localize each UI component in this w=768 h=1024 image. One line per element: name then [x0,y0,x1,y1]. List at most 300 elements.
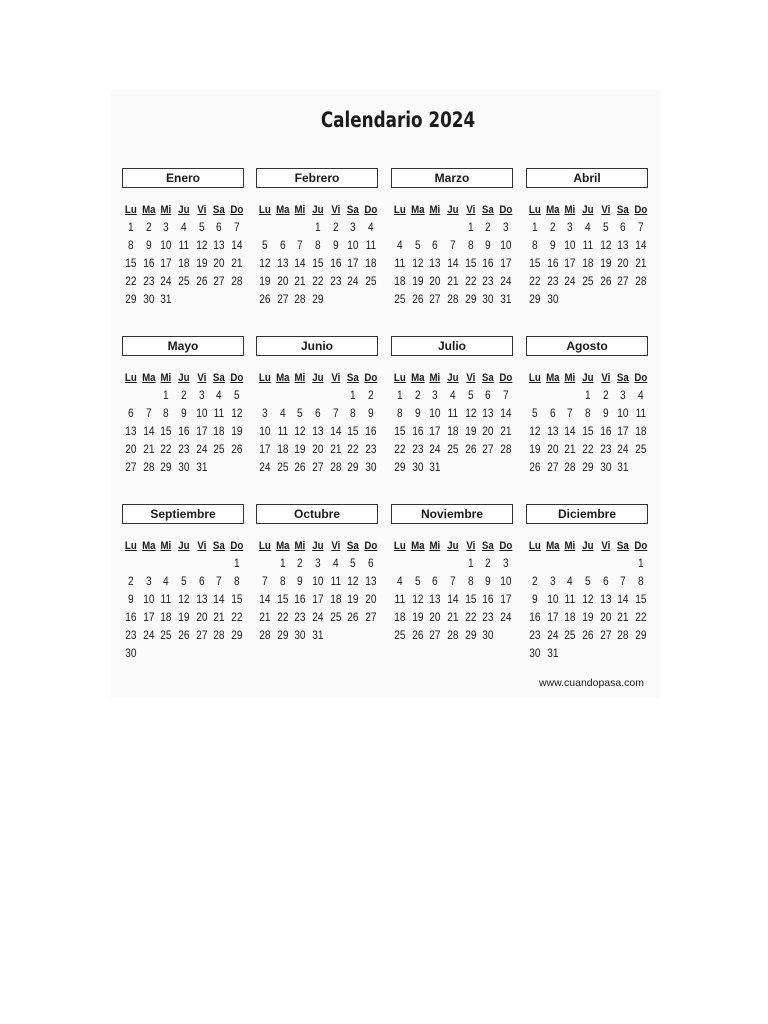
day-cell: 23 [411,444,424,456]
day-cell: 27 [546,462,559,474]
weekday-label: Mi [294,540,306,552]
weekday-label: Vi [331,372,341,384]
day-cell: 10 [195,408,208,420]
day-cell: 31 [195,462,208,474]
empty-cell [194,555,210,573]
day-cell: 19 [178,612,190,624]
day-cell: 16 [529,612,541,624]
day-cell: 28 [617,630,629,642]
day-cell: 8 [279,576,286,588]
day-cell: 19 [529,444,541,456]
week-row [256,387,380,405]
day-cell: 5 [297,408,304,420]
week-row [122,273,246,291]
day-cell: 29 [160,462,172,474]
empty-cell [427,555,443,573]
day-cell: 7 [638,222,644,234]
day-cell: 15 [464,258,477,270]
day-cell: 13 [429,258,441,270]
month-marzo [391,168,515,308]
day-cell: 4 [332,558,339,570]
week-row [391,555,515,573]
day-cell: 18 [635,426,647,438]
day-cell: 9 [532,594,538,606]
day-cell: 22 [582,444,594,456]
month-enero [122,168,246,308]
empty-cell [176,555,192,573]
empty-cell [310,387,326,405]
month-grid [122,369,246,477]
day-cell: 15 [394,426,406,438]
day-cell: 13 [312,426,324,438]
empty-cell [580,555,596,573]
month-header: Mayo [122,336,244,356]
day-cell: 23 [329,276,342,288]
day-cell: 18 [365,258,377,270]
week-row [391,423,515,441]
weekday-row [122,201,246,219]
week-row [526,627,650,645]
day-cell: 27 [312,462,324,474]
day-cell: 13 [125,426,137,438]
day-cell: 3 [315,558,321,570]
day-cell: 2 [414,390,421,402]
day-cell: 28 [447,294,459,306]
day-cell: 3 [503,222,509,234]
day-cell: 5 [234,390,240,402]
day-cell: 14 [329,426,342,438]
day-cell: 1 [279,558,286,570]
weekday-label: Do [230,204,244,216]
weekday-label: Lu [528,204,541,216]
empty-cell [562,387,578,405]
day-cell: 27 [429,294,441,306]
day-cell: 21 [617,612,629,624]
day-cell: 19 [411,612,424,624]
day-cell: 29 [529,294,541,306]
week-row [122,609,246,627]
week-row [391,573,515,591]
day-cell: 26 [259,294,271,306]
month-grid [391,201,515,309]
week-row [122,459,246,477]
day-cell: 20 [599,612,612,624]
month-junio [256,336,380,476]
month-mayo [122,336,246,476]
weekday-label: Ma [410,540,425,552]
day-cell: 15 [276,594,289,606]
day-cell: 23 [529,630,541,642]
day-cell: 12 [231,408,243,420]
day-cell: 24 [500,612,512,624]
day-cell: 8 [397,408,403,420]
day-cell: 24 [564,276,576,288]
day-cell: 12 [178,594,190,606]
day-cell: 9 [128,594,134,606]
day-cell: 21 [259,612,271,624]
day-cell: 19 [195,258,208,270]
day-cell: 27 [599,630,612,642]
month-grid [526,201,650,309]
week-row [391,609,515,627]
day-cell: 10 [500,576,512,588]
day-cell: 1 [532,222,538,234]
day-cell: 18 [329,594,342,606]
day-cell: 12 [582,594,594,606]
week-row [122,645,246,663]
month-diciembre [526,504,650,660]
week-row [256,441,380,459]
day-cell: 27 [276,294,289,306]
month-grid [256,369,380,477]
day-cell: 28 [142,462,155,474]
day-cell: 6 [198,576,205,588]
empty-cell [445,219,461,237]
weekday-label: Mi [294,204,306,216]
day-cell: 2 [532,576,538,588]
weekday-label: Mi [429,372,441,384]
day-cell: 8 [128,240,134,252]
day-cell: 22 [635,612,647,624]
day-cell: 18 [178,258,190,270]
day-cell: 7 [262,576,268,588]
day-cell: 6 [549,408,556,420]
weekday-label: Ju [582,204,594,216]
day-cell: 30 [294,630,306,642]
day-cell: 8 [163,408,170,420]
day-cell: 8 [532,240,538,252]
empty-cell [562,555,578,573]
day-cell: 30 [178,462,190,474]
week-row [526,423,650,441]
day-cell: 26 [529,462,541,474]
weekday-label: Ju [447,540,459,552]
day-cell: 26 [599,276,612,288]
day-cell: 12 [411,258,424,270]
weekday-label: Ma [410,372,425,384]
day-cell: 5 [414,576,421,588]
day-cell: 27 [125,462,137,474]
weekday-label: Ma [275,540,290,552]
week-row [256,627,380,645]
month-grid [122,537,246,663]
day-cell: 4 [585,222,591,234]
day-cell: 15 [582,426,594,438]
day-cell: 29 [231,630,243,642]
day-cell: 29 [125,294,137,306]
week-row [122,423,246,441]
day-cell: 6 [485,390,492,402]
day-cell: 8 [585,408,591,420]
day-cell: 21 [294,276,306,288]
week-row [391,291,515,309]
week-row [526,291,650,309]
day-cell: 16 [482,258,494,270]
week-row [526,555,650,573]
day-cell: 2 [549,222,556,234]
weekday-label: Sa [482,204,495,216]
day-cell: 5 [198,222,205,234]
day-cell: 5 [532,408,538,420]
weekday-label: Vi [601,372,611,384]
day-cell: 17 [142,612,155,624]
day-cell: 25 [276,462,289,474]
day-cell: 13 [276,258,289,270]
day-cell: 29 [464,294,477,306]
empty-cell [410,219,426,237]
weekday-label: Sa [617,540,630,552]
day-cell: 14 [617,594,629,606]
weekday-label: Lu [124,372,137,384]
weekday-label: Do [230,372,244,384]
day-cell: 12 [411,594,424,606]
day-cell: 28 [500,444,512,456]
day-cell: 15 [125,258,137,270]
day-cell: 14 [213,594,225,606]
week-row [122,387,246,405]
weekday-label: Mi [160,540,172,552]
week-row [256,291,380,309]
day-cell: 10 [429,408,441,420]
day-cell: 6 [602,576,609,588]
day-cell: 30 [599,462,612,474]
day-cell: 10 [564,240,576,252]
empty-cell [141,387,157,405]
week-row [122,591,246,609]
day-cell: 25 [635,444,647,456]
weekday-row [122,537,246,555]
day-cell: 1 [350,390,357,402]
day-cell: 14 [564,426,576,438]
day-cell: 30 [142,294,155,306]
day-cell: 20 [429,612,441,624]
month-abril [526,168,650,308]
day-cell: 26 [582,630,594,642]
day-cell: 26 [294,462,306,474]
weekday-label: Do [499,372,513,384]
day-cell: 1 [467,222,474,234]
weekday-label: Vi [601,540,611,552]
day-cell: 19 [259,276,271,288]
day-cell: 25 [582,276,594,288]
day-cell: 2 [602,390,609,402]
week-row [122,573,246,591]
day-cell: 6 [216,222,223,234]
month-header: Agosto [526,336,648,356]
day-cell: 15 [231,594,243,606]
day-cell: 12 [294,426,306,438]
day-cell: 17 [195,426,208,438]
day-cell: 17 [160,258,172,270]
day-cell: 8 [467,576,474,588]
weekday-label: Mi [429,204,441,216]
day-cell: 4 [397,240,403,252]
day-cell: 27 [195,630,208,642]
day-cell: 5 [350,558,357,570]
month-febrero [256,168,380,308]
day-cell: 29 [394,462,406,474]
weekday-label: Mi [564,372,576,384]
day-cell: 29 [464,630,477,642]
day-cell: 24 [195,444,208,456]
day-cell: 14 [635,240,647,252]
day-cell: 25 [394,630,406,642]
weekday-label: Lu [528,372,541,384]
month-header: Junio [256,336,378,356]
month-grid [256,201,380,309]
weekday-row [391,369,515,387]
week-row [122,255,246,273]
day-cell: 2 [485,558,492,570]
day-cell: 14 [447,258,459,270]
day-cell: 4 [368,222,374,234]
month-header: Marzo [391,168,513,188]
weekday-label: Vi [601,204,611,216]
month-agosto [526,336,650,476]
weekday-label: Lu [258,372,271,384]
month-noviembre [391,504,515,644]
empty-cell [527,387,543,405]
weekday-label: Ju [312,372,324,384]
day-cell: 2 [485,222,492,234]
day-cell: 16 [411,426,424,438]
day-cell: 18 [213,426,225,438]
day-cell: 17 [546,612,559,624]
week-row [526,387,650,405]
empty-cell [392,555,408,573]
day-cell: 21 [231,258,243,270]
day-cell: 26 [411,294,424,306]
month-header: Abril [526,168,648,188]
weekday-label: Ju [178,372,190,384]
day-cell: 24 [160,276,172,288]
day-cell: 1 [585,390,591,402]
day-cell: 2 [297,558,304,570]
empty-cell [257,555,273,573]
day-cell: 25 [394,294,406,306]
day-cell: 30 [482,630,494,642]
day-cell: 17 [429,426,441,438]
weekday-label: Mi [160,372,172,384]
day-cell: 18 [394,612,406,624]
day-cell: 11 [178,240,190,252]
day-cell: 13 [617,240,629,252]
day-cell: 24 [546,630,559,642]
day-cell: 30 [411,462,424,474]
day-cell: 12 [529,426,541,438]
day-cell: 9 [145,240,152,252]
weekday-label: Lu [124,540,137,552]
weekday-label: Ma [545,540,560,552]
weekday-label: Lu [393,204,406,216]
day-cell: 15 [635,594,647,606]
week-row [256,555,380,573]
weekday-row [526,537,650,555]
day-cell: 16 [546,258,559,270]
month-header: Noviembre [391,504,513,524]
day-cell: 30 [365,462,377,474]
empty-cell [275,387,291,405]
empty-cell [445,555,461,573]
day-cell: 20 [312,444,324,456]
day-cell: 11 [635,408,647,420]
week-row [122,555,246,573]
month-header: Julio [391,336,513,356]
month-grid [526,369,650,477]
day-cell: 13 [599,594,612,606]
week-row [526,441,650,459]
empty-cell [410,555,426,573]
weekday-label: Mi [564,204,576,216]
weekday-label: Ma [141,540,156,552]
weekday-label: Lu [393,372,406,384]
week-row [526,609,650,627]
day-cell: 29 [312,294,324,306]
month-header: Septiembre [122,504,244,524]
day-cell: 3 [145,576,152,588]
day-cell: 2 [368,390,374,402]
day-cell: 20 [213,258,225,270]
day-cell: 4 [163,576,170,588]
empty-cell [158,555,174,573]
week-row [391,219,515,237]
day-cell: 9 [485,576,492,588]
weekday-row [256,537,380,555]
week-row [391,237,515,255]
day-cell: 14 [259,594,271,606]
week-row [391,591,515,609]
day-cell: 22 [160,444,172,456]
day-cell: 21 [447,612,459,624]
week-row [526,273,650,291]
day-cell: 10 [500,240,512,252]
day-cell: 24 [429,444,441,456]
day-cell: 11 [447,408,459,420]
weekday-label: Ju [312,540,324,552]
day-cell: 7 [620,576,627,588]
month-septiembre [122,504,246,660]
weekday-label: Sa [347,204,360,216]
weekday-label: Ju [178,540,190,552]
weekday-label: Sa [213,204,226,216]
day-cell: 14 [294,258,306,270]
weekday-row [256,369,380,387]
day-cell: 27 [482,444,494,456]
day-cell: 28 [213,630,225,642]
day-cell: 23 [482,276,494,288]
weekday-label: Mi [160,204,172,216]
day-cell: 19 [411,276,424,288]
empty-cell [275,219,291,237]
weekday-label: Ju [312,204,324,216]
week-row [256,237,380,255]
day-cell: 17 [564,258,576,270]
day-cell: 23 [294,612,306,624]
empty-cell [123,387,139,405]
day-cell: 7 [297,240,304,252]
weekday-label: Lu [258,540,271,552]
day-cell: 21 [213,612,225,624]
weekday-label: Ma [275,204,290,216]
day-cell: 9 [602,408,609,420]
day-cell: 10 [160,240,172,252]
day-cell: 23 [125,630,137,642]
day-cell: 21 [635,258,647,270]
week-row [256,591,380,609]
day-cell: 11 [160,594,172,606]
weekday-label: Do [230,540,244,552]
day-cell: 16 [294,594,306,606]
